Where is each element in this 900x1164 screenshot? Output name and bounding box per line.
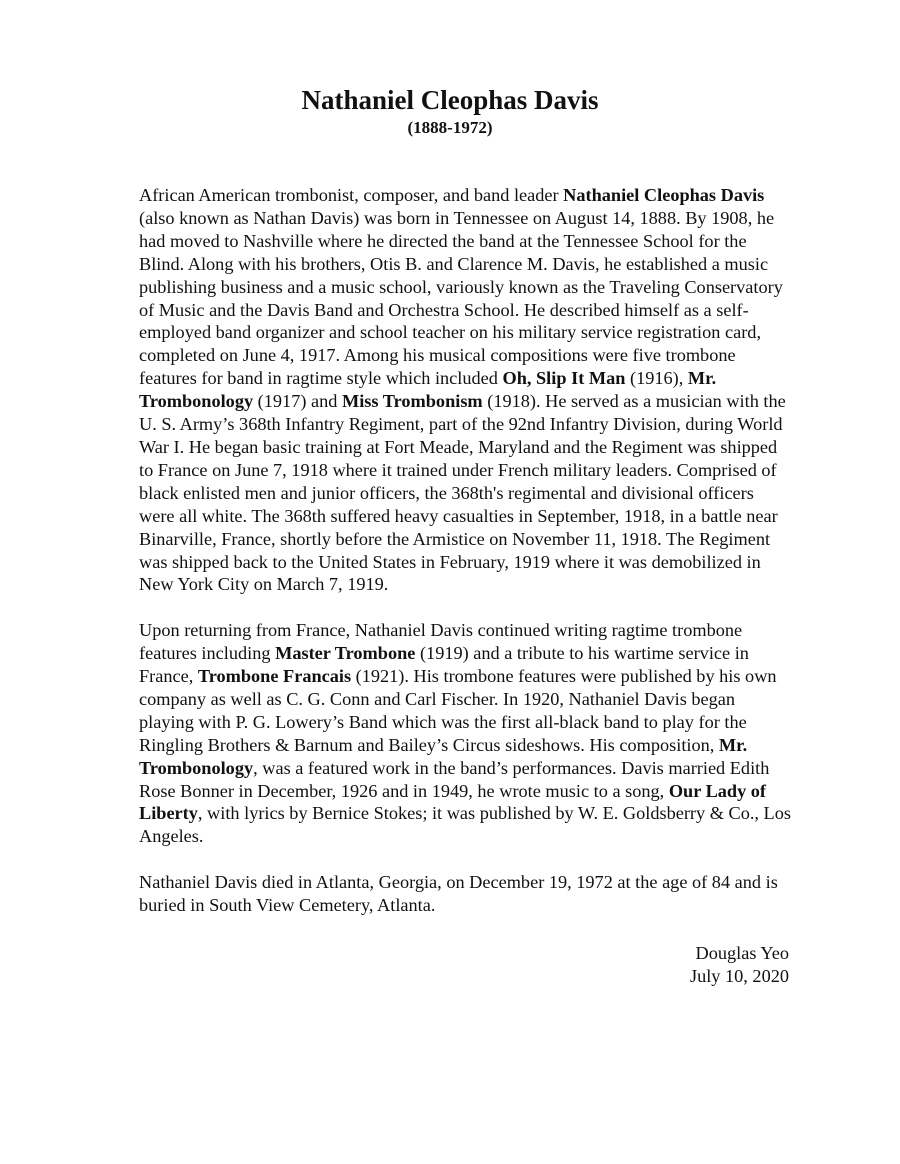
bold-title-text: Mr. Trombonology [139,368,717,412]
body-text-run: Upon returning from France, Nathaniel Davis continued writing ragtime trombone features including [139,620,743,664]
author-name: Douglas Yeo [695,943,789,963]
bold-title-text: Miss Trombonism [341,391,483,412]
body-text-run: (1919) and a tribute to his wartime service in France, [139,643,749,687]
life-dates: (1888-1972) [407,118,493,137]
body-text-run: (1921). His trombone features were published by his own company as well as C. G. Conn and Carl Fischer. In 1920, Nathaniel Davis began playing with P. G. Lowery’s Band which was the first all-black band to play for the Ringling Brothers & Barnum and Bailey’s Circus sideshows. His composition, [139,666,777,755]
paragraph-death [139,871,791,917]
bold-title-text: Oh, Slip It Man [502,368,626,389]
body-text-run: African American trombonist, composer, and band leader [139,185,564,205]
body-text-run: (1918). He served as a musician with the U. S. Army’s 368th Infantry Regiment, part of the 92nd Infantry Division, during World War I. He began basic training at Fort Meade, Maryland and the Regiment was shipped to France on June 7, 1918 where it trained under French military leaders. Comprised of black enlisted men and junior officers, the 368th's regimental and divisional officers were all white. The 368th suffered heavy casualties in September, 1918, in a battle near Binarville, France, shortly before the Armistice on November 11, 1918. The Regiment was shipped back to the United States in February, 1919 where it was demobilized in New York City on March 7, 1919. [139,391,786,595]
signature-block [690,942,789,988]
bold-title-text: Mr. Trombonology [139,734,748,778]
signature-date: July 10, 2020 [689,965,789,986]
bold-title-text: Nathaniel Cleophas Davis [563,185,765,205]
paragraph-early-life [139,184,791,596]
body-text-run: , with lyrics by Bernice Stokes; it was published by W. E. Goldsberry & Co., Los Angeles. [139,803,791,847]
body-text-run: , was a featured work in the band’s performances. Davis married Edith Rose Bonner in December, 1926 and in 1949, he wrote music to a song, [139,757,770,801]
body-text-run: (1917) and [253,391,342,412]
biography-body [139,184,791,940]
bold-title-text: Our Lady of Liberty [139,780,767,824]
bold-title-text: Trombone Francais [197,666,352,687]
body-text-run: Nathaniel Davis died in Atlanta, Georgia, on December 19, 1972 at the age of 84 and is buried in South View Cemetery, Atlanta. [139,872,778,916]
paragraph-later-career [139,619,791,848]
body-text-run: (also known as Nathan Davis) was born in Tennessee on August 14, 1888. By 1908, he had moved to Nashville where he directed the band at the Tennessee School for the Blind. Along with his brothers, Otis B. and Clarence M. Davis, he established a music publishing business and a music school, variously known as the Traveling Conservatory of Music and the Davis Band and Orchestra School. He described himself as a self-employed band organizer and school teacher on his military service registration card, completed on June 4, 1917. Among his musical compositions were five trombone features for band in ragtime style which included [139,207,783,389]
body-text-run: (1916), [625,368,688,389]
page-title: Nathaniel Cleophas Davis [301,85,599,115]
bold-title-text: Master Trombone [275,643,416,664]
